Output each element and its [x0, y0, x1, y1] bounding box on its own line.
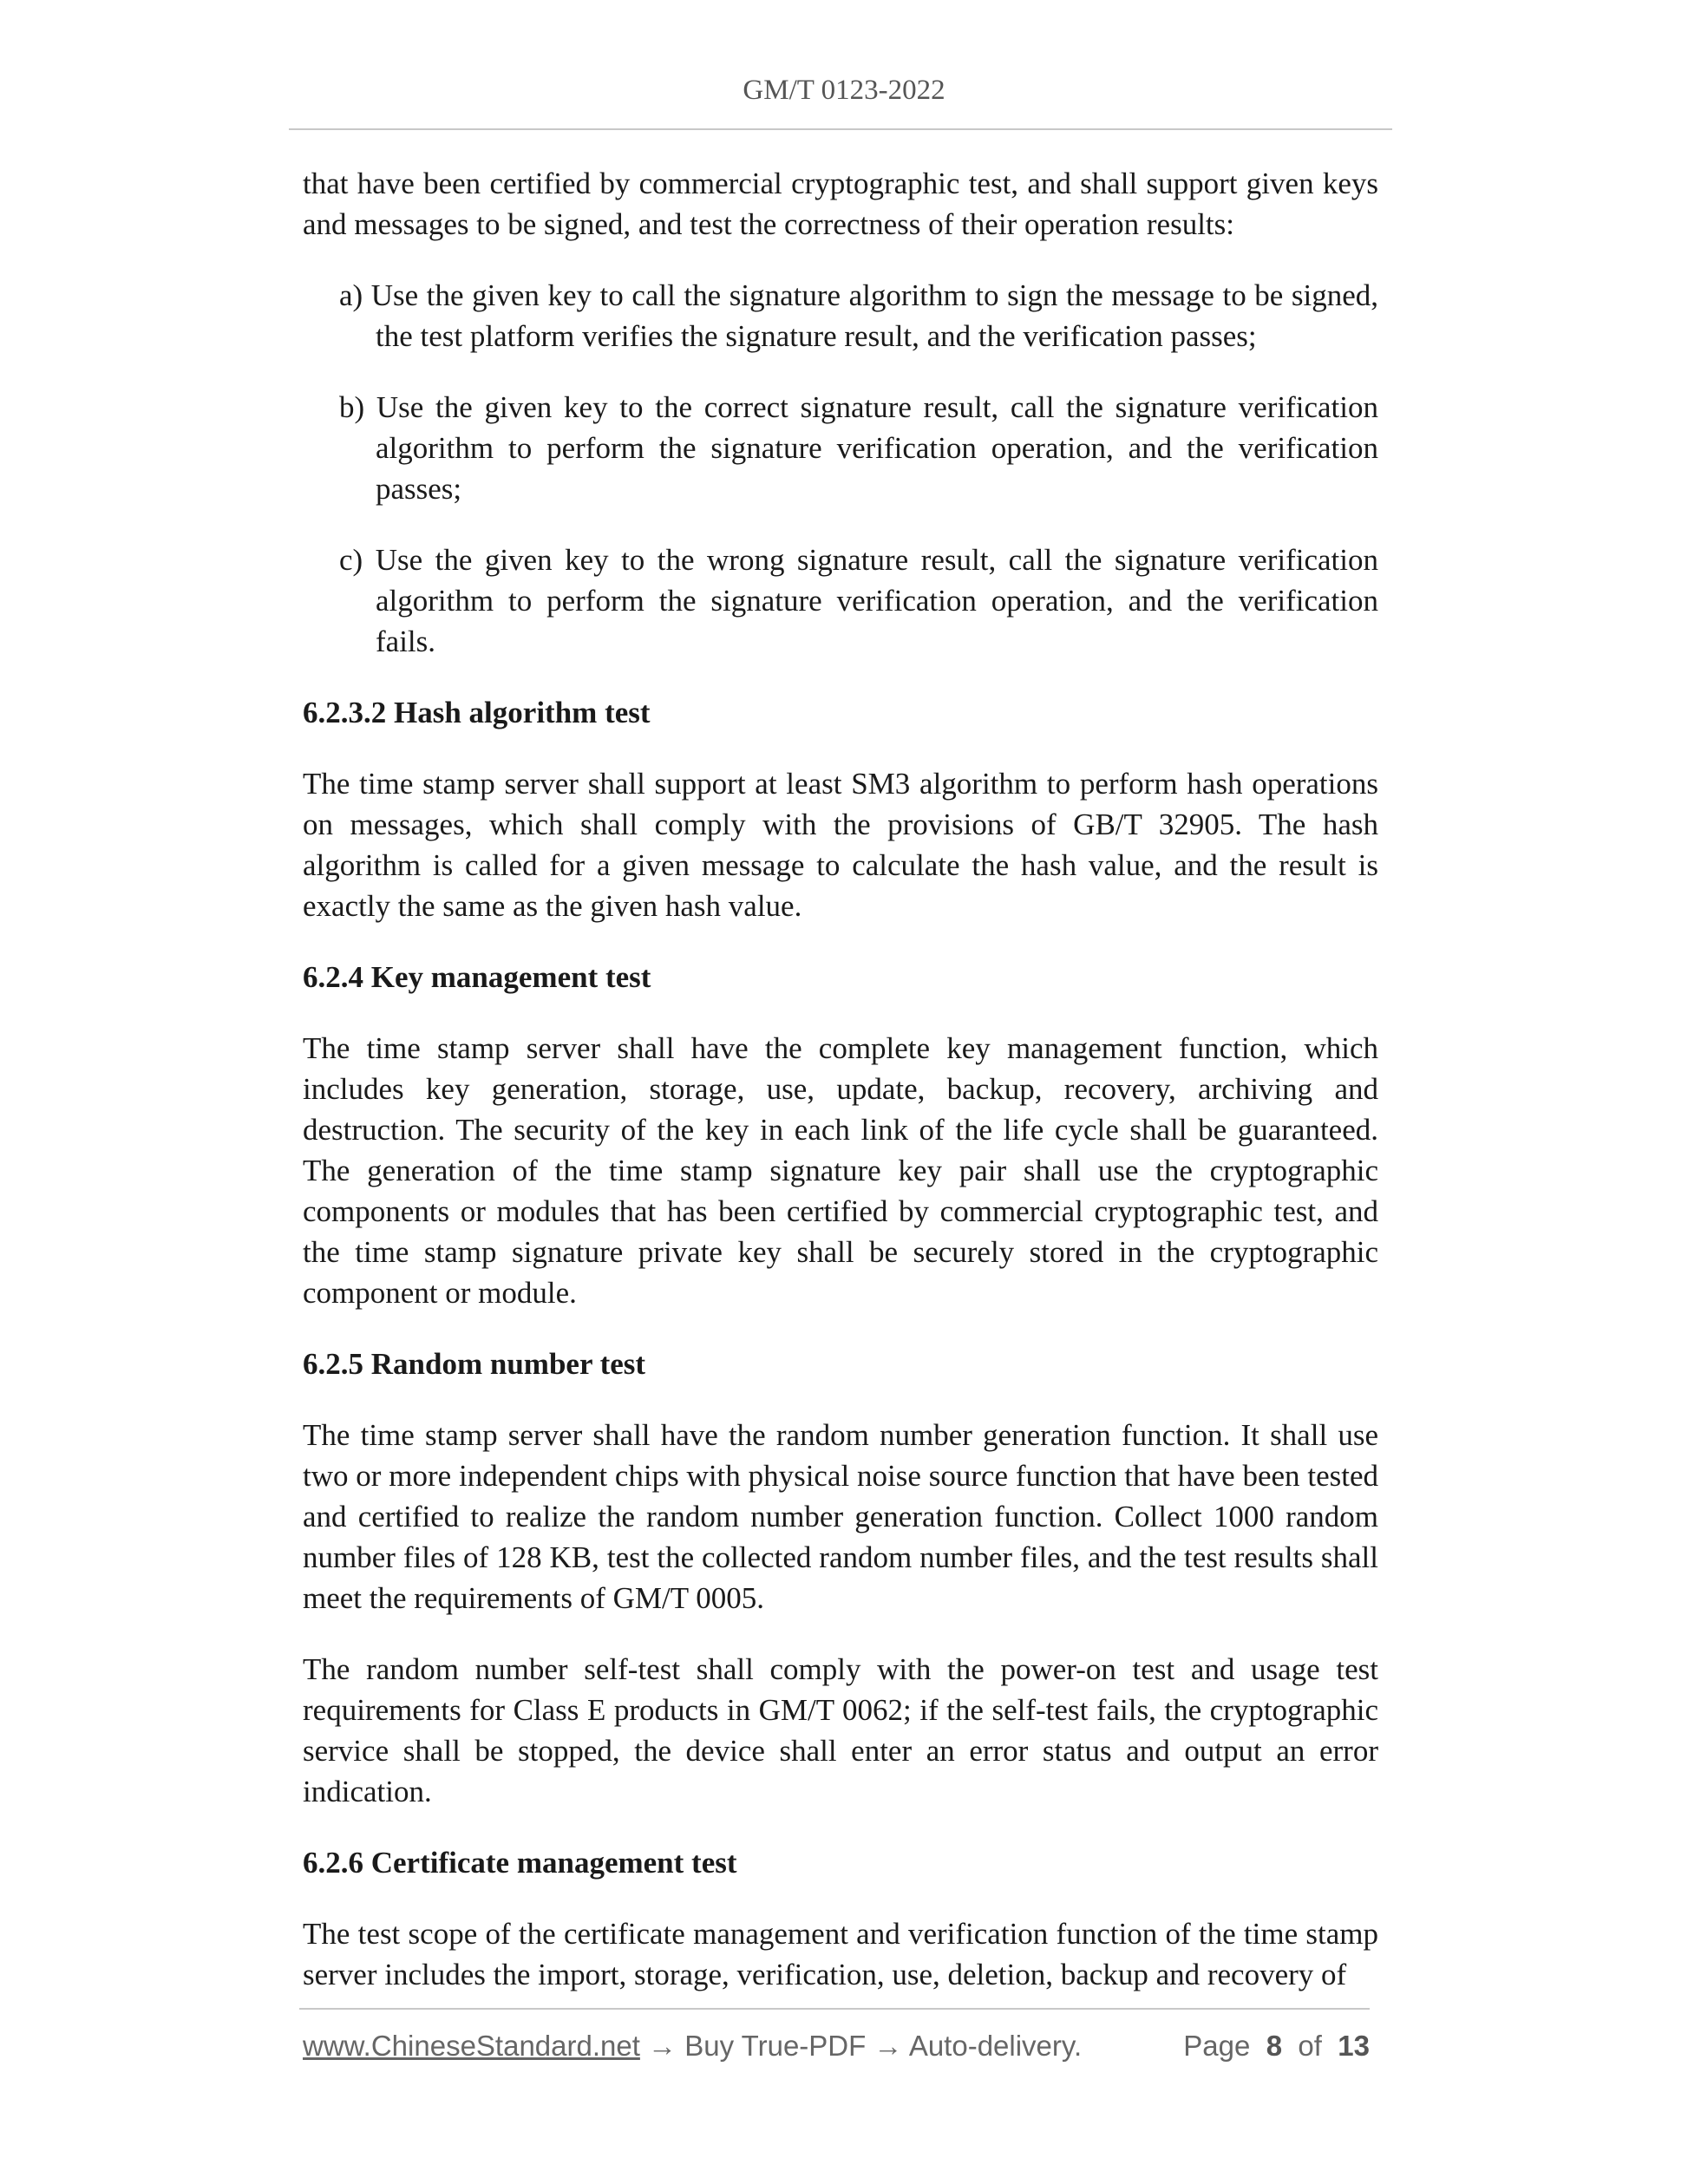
list-text: Use the given key to call the signature algorithm to sign the message to be signed, the test platform verifies the signature result, and the verification passes; [370, 278, 1378, 353]
list-marker: a) [339, 278, 363, 312]
page-current: 8 [1266, 2030, 1283, 2062]
section-heading-6-2-5: 6.2.5 Random number test [303, 1347, 646, 1381]
certificate-management-paragraph: The test scope of the certificate management and verification function of the time stamp server includes the import, storage, verification, use, deletion, backup and recovery of [303, 1917, 1378, 1991]
key-management-paragraph: The time stamp server shall have the complete key management function, which includes key generation, storage, use, update, backup, recovery, archiving and destruction. The security of the key in each link of the life cycle shall be guaranteed. The generation of the time stamp signature key pair shall use the cryptographic components or modules that has been certified by commercial cryptographic test, and the time stamp signature private key shall be securely stored in the cryptographic component or module. [303, 1031, 1378, 1310]
page-footer [303, 2030, 1370, 2063]
document-body [303, 163, 1378, 2025]
list-item [339, 539, 1378, 662]
list-text: Use the given key to the wrong signature result, call the signature verification algorithm to perform the signature verification operation, and the verification fails. [375, 543, 1378, 658]
page-header [0, 75, 1688, 107]
footer-divider [299, 2008, 1370, 2010]
page-word: Page [1183, 2030, 1251, 2062]
random-number-paragraph-1: The time stamp server shall have the random number generation function. It shall use two or more independent chips with physical noise source function that have been tested and certified to realize the random number generation function. Collect 1000 random number files of 128 KB, test the collected random number files, and the test results shall meet the requirements of GM/T 0005. [303, 1418, 1378, 1615]
list-marker: b) [339, 390, 365, 424]
section-heading-6-2-6: 6.2.6 Certificate management test [303, 1846, 737, 1880]
footer-left [303, 2030, 1082, 2063]
list-item [339, 387, 1378, 509]
section-heading-6-2-4: 6.2.4 Key management test [303, 960, 651, 994]
standard-code: GM/T 0123-2022 [743, 75, 945, 106]
header-divider [289, 128, 1392, 130]
promo-text: → Buy True-PDF → Auto-delivery. [648, 2030, 1083, 2062]
list-text: Use the given key to the correct signature result, call the signature verification algorithm to perform the signature verification operation, and the verification passes; [376, 390, 1378, 506]
list-marker: c) [339, 543, 363, 577]
random-number-paragraph-2: The random number self-test shall comply with the power-on test and usage test requirements for Class E products in GM/T 0062; if the self-test fails, the cryptographic service shall be stopped, the device shall enter an error status and output an error indication. [303, 1652, 1378, 1808]
intro-paragraph: that have been certified by commercial cryptographic test, and shall support given keys and messages to be signed, and test the correctness of their operation results: [303, 167, 1378, 241]
page-of: of [1298, 2030, 1322, 2062]
hash-test-paragraph: The time stamp server shall support at least SM3 algorithm to perform hash operations on messages, which shall comply with the provisions of GB/T 32905. The hash algorithm is called for a given message to calculate the hash value, and the result is exactly the same as the given hash value. [303, 767, 1378, 923]
page-total: 13 [1338, 2030, 1370, 2062]
section-heading-6-2-3-2: 6.2.3.2 Hash algorithm test [303, 696, 651, 729]
page-indicator [1183, 2030, 1370, 2063]
list-item [339, 275, 1378, 356]
site-link[interactable]: www.ChineseStandard.net [303, 2030, 640, 2062]
